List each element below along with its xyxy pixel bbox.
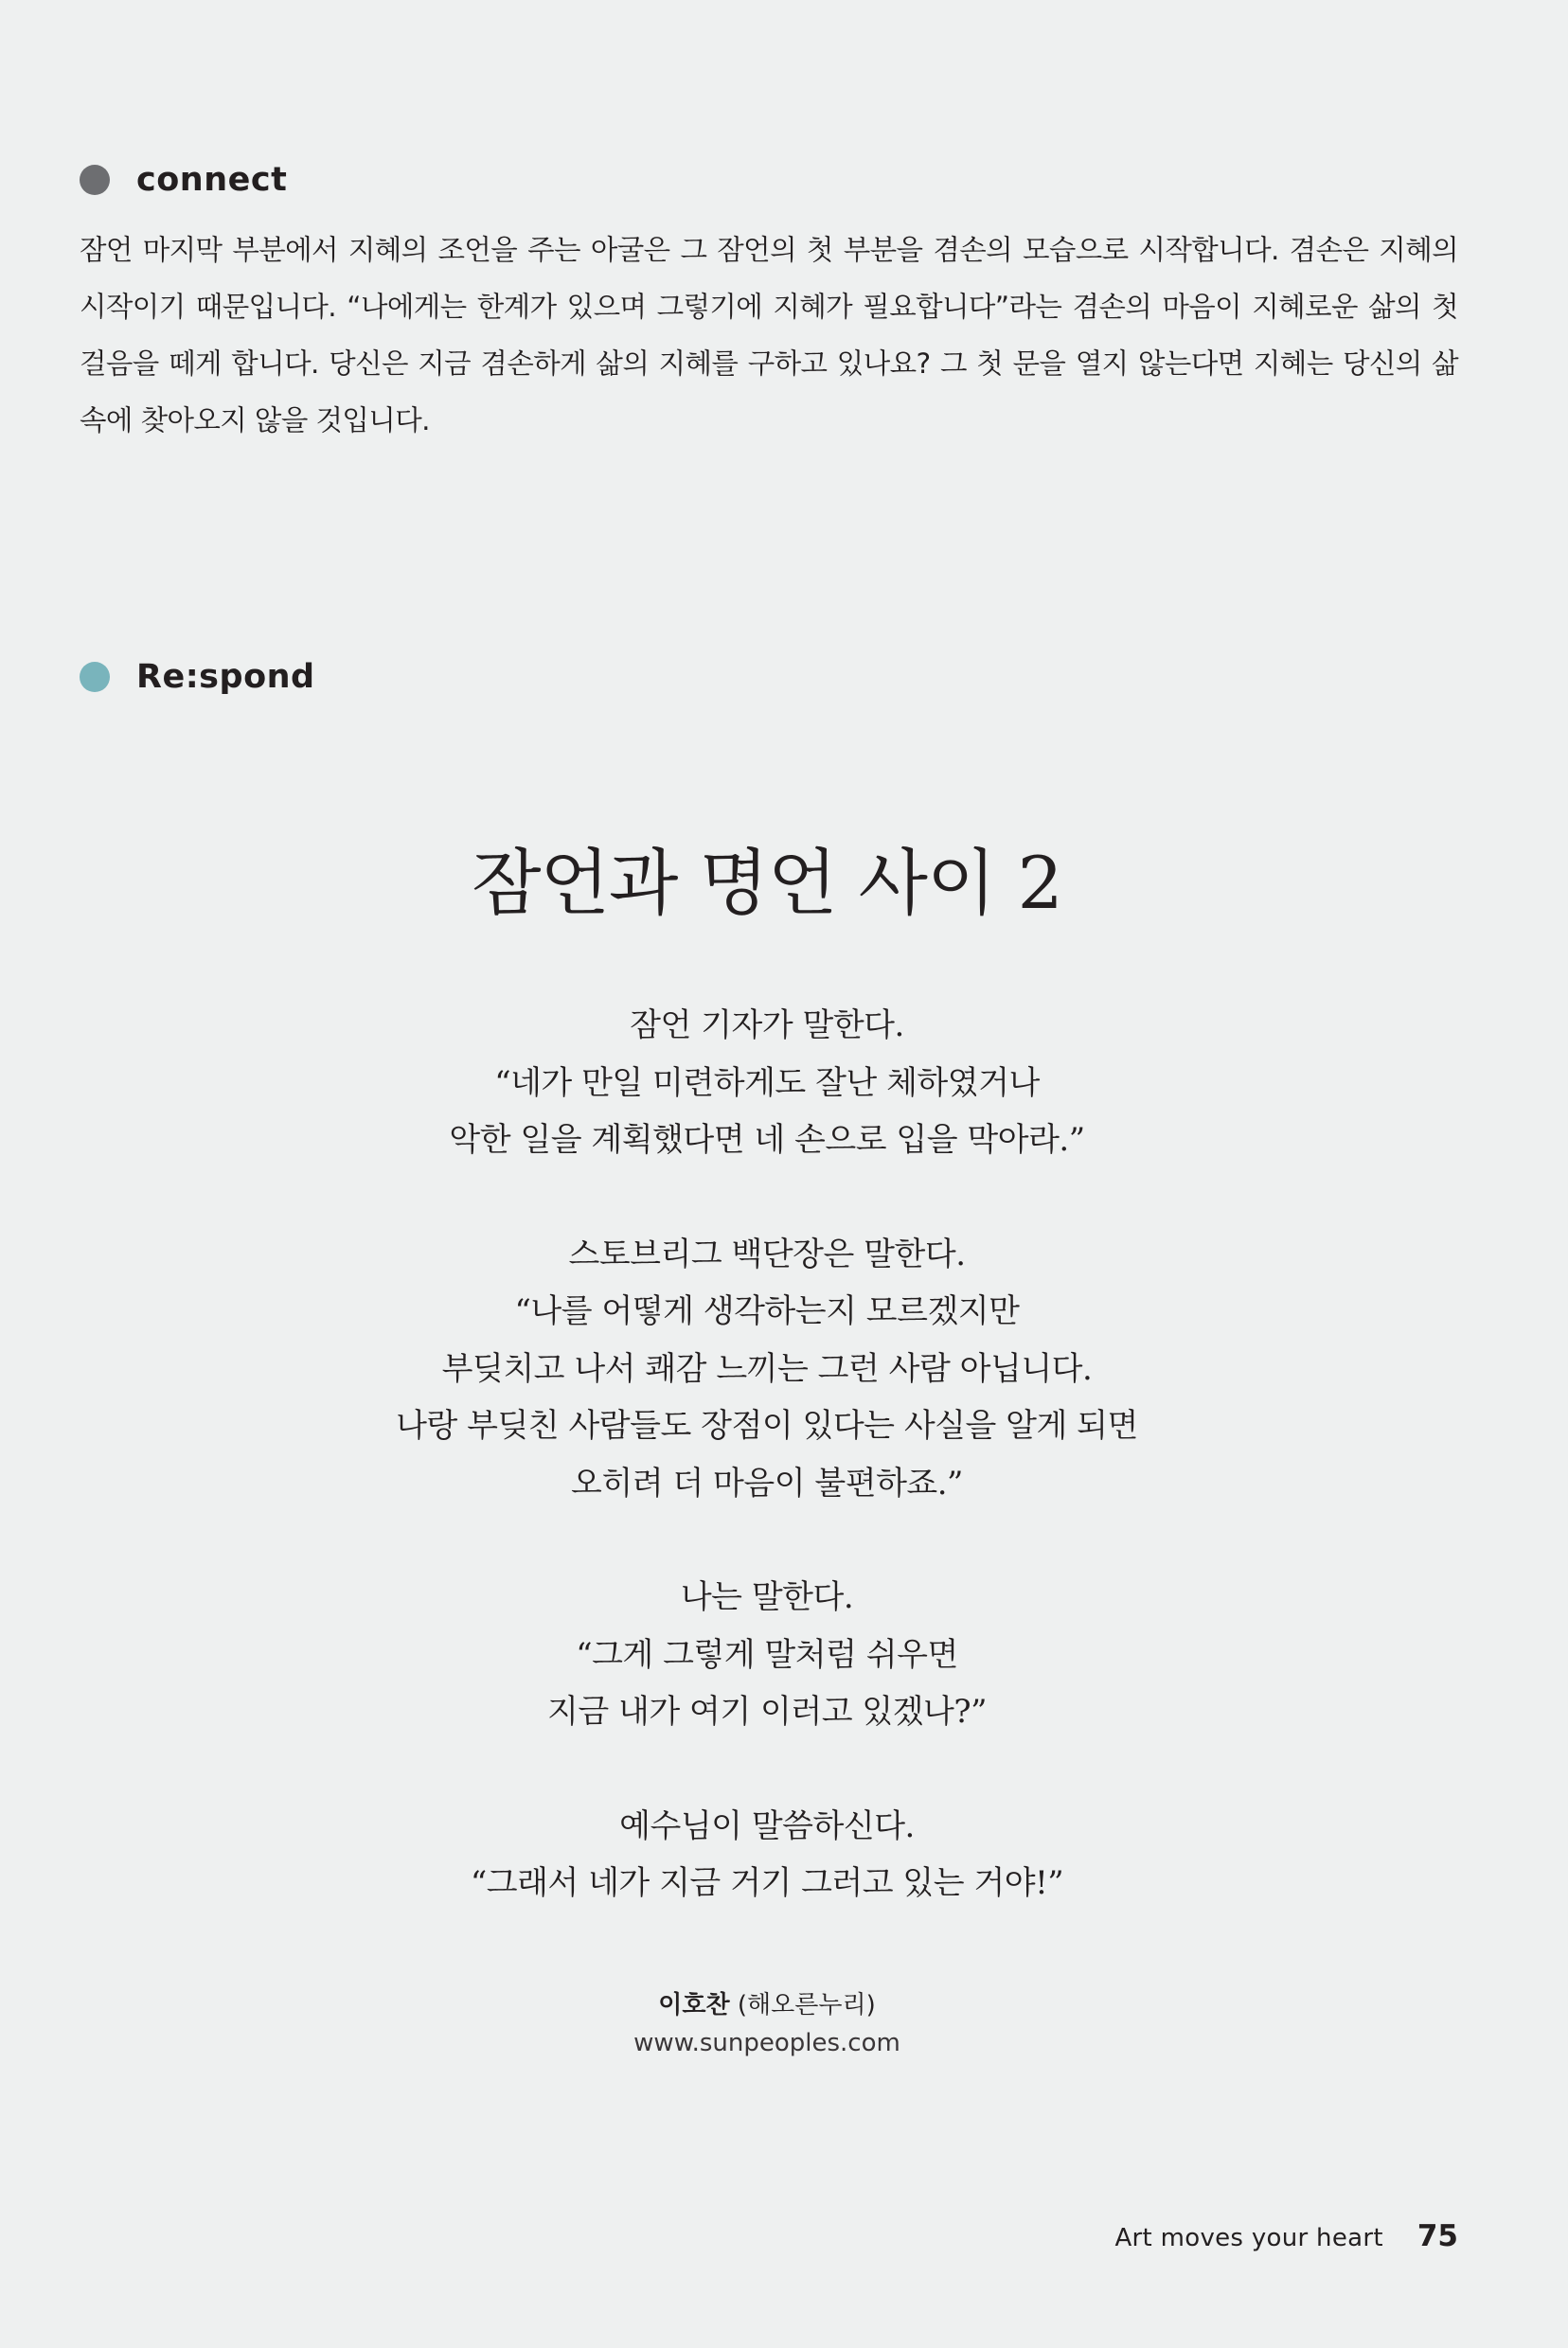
connect-bullet-icon bbox=[80, 165, 110, 195]
poem-line: 스토브리그 백단장은 말한다. bbox=[568, 1235, 966, 1273]
poem-line: 나는 말한다. bbox=[680, 1578, 854, 1616]
page-footer bbox=[1114, 2219, 1458, 2253]
poem-line: “그래서 네가 지금 거기 그러고 있는 거야!” bbox=[470, 1864, 1064, 1902]
poem-stanza bbox=[0, 1798, 1534, 1912]
respond-bullet-icon bbox=[80, 662, 110, 692]
poem-line: 예수님이 말씀하신다. bbox=[619, 1806, 915, 1845]
poem-stanza bbox=[0, 1226, 1534, 1513]
author-affiliation: (해오른누리) bbox=[737, 1991, 876, 2019]
poem-stanza bbox=[0, 1569, 1534, 1741]
poem-line: 오히려 더 마음이 불편하죠.” bbox=[571, 1464, 963, 1503]
poem-line: 악한 일을 계획했다면 네 손으로 입을 막아라.” bbox=[449, 1121, 1085, 1159]
poem-line: 나랑 부딪친 사람들도 장점이 있다는 사실을 알게 되면 bbox=[396, 1407, 1138, 1445]
poem-line: “나를 어떻게 생각하는지 모르겠지만 bbox=[514, 1292, 1020, 1330]
connect-section-header bbox=[80, 161, 287, 199]
poem-title: 잠언과 명언 사이 2 bbox=[472, 841, 1062, 925]
poem-line: “그게 그렇게 말처럼 쉬우면 bbox=[576, 1635, 958, 1674]
poem-line: 잠언 기자가 말한다. bbox=[630, 1006, 904, 1044]
poem-line: 부딪치고 나서 쾌감 느끼는 그런 사람 아닙니다. bbox=[441, 1349, 1093, 1388]
connect-label: connect bbox=[136, 161, 288, 199]
poem-body bbox=[0, 997, 1534, 1969]
connect-body-text: 잠언 마지막 부분에서 지혜의 조언을 주는 아굴은 그 잠언의 첫 부분을 겸손의 모습으로 시작합니다. 겸손은 지혜의 시작이기 때문입니다. “나에게는 한계가 있으며 그렇기에 지혜가 필요합니다”라는 겸손의 마음이 지혜로운 삶의 첫 걸음을 떼게 합니다. 당신은 지금 겸손하게 삶의 지혜를 구하고 있나요? 그 첫 문을 열지 않는다면 지혜는 당신의 삶 속에 찾아오지 않을 것입니다. bbox=[80, 234, 1458, 436]
footer-tagline: Art moves your heart bbox=[1114, 2224, 1383, 2252]
author-name: 이호찬 bbox=[658, 1991, 730, 2019]
author-url: www.sunpeoples.com bbox=[633, 2029, 900, 2057]
respond-label: Re:spond bbox=[136, 658, 315, 696]
poem-line: 지금 내가 여기 이러고 있겠나?” bbox=[547, 1693, 987, 1731]
poem-stanza bbox=[0, 997, 1534, 1169]
page-number: 75 bbox=[1417, 2219, 1458, 2253]
author-line bbox=[0, 1986, 1534, 2024]
respond-section-header bbox=[80, 658, 315, 696]
author-credit bbox=[0, 1986, 1534, 2062]
poem-line: “네가 만일 미련하게도 잘난 체하였거나 bbox=[494, 1063, 1040, 1102]
